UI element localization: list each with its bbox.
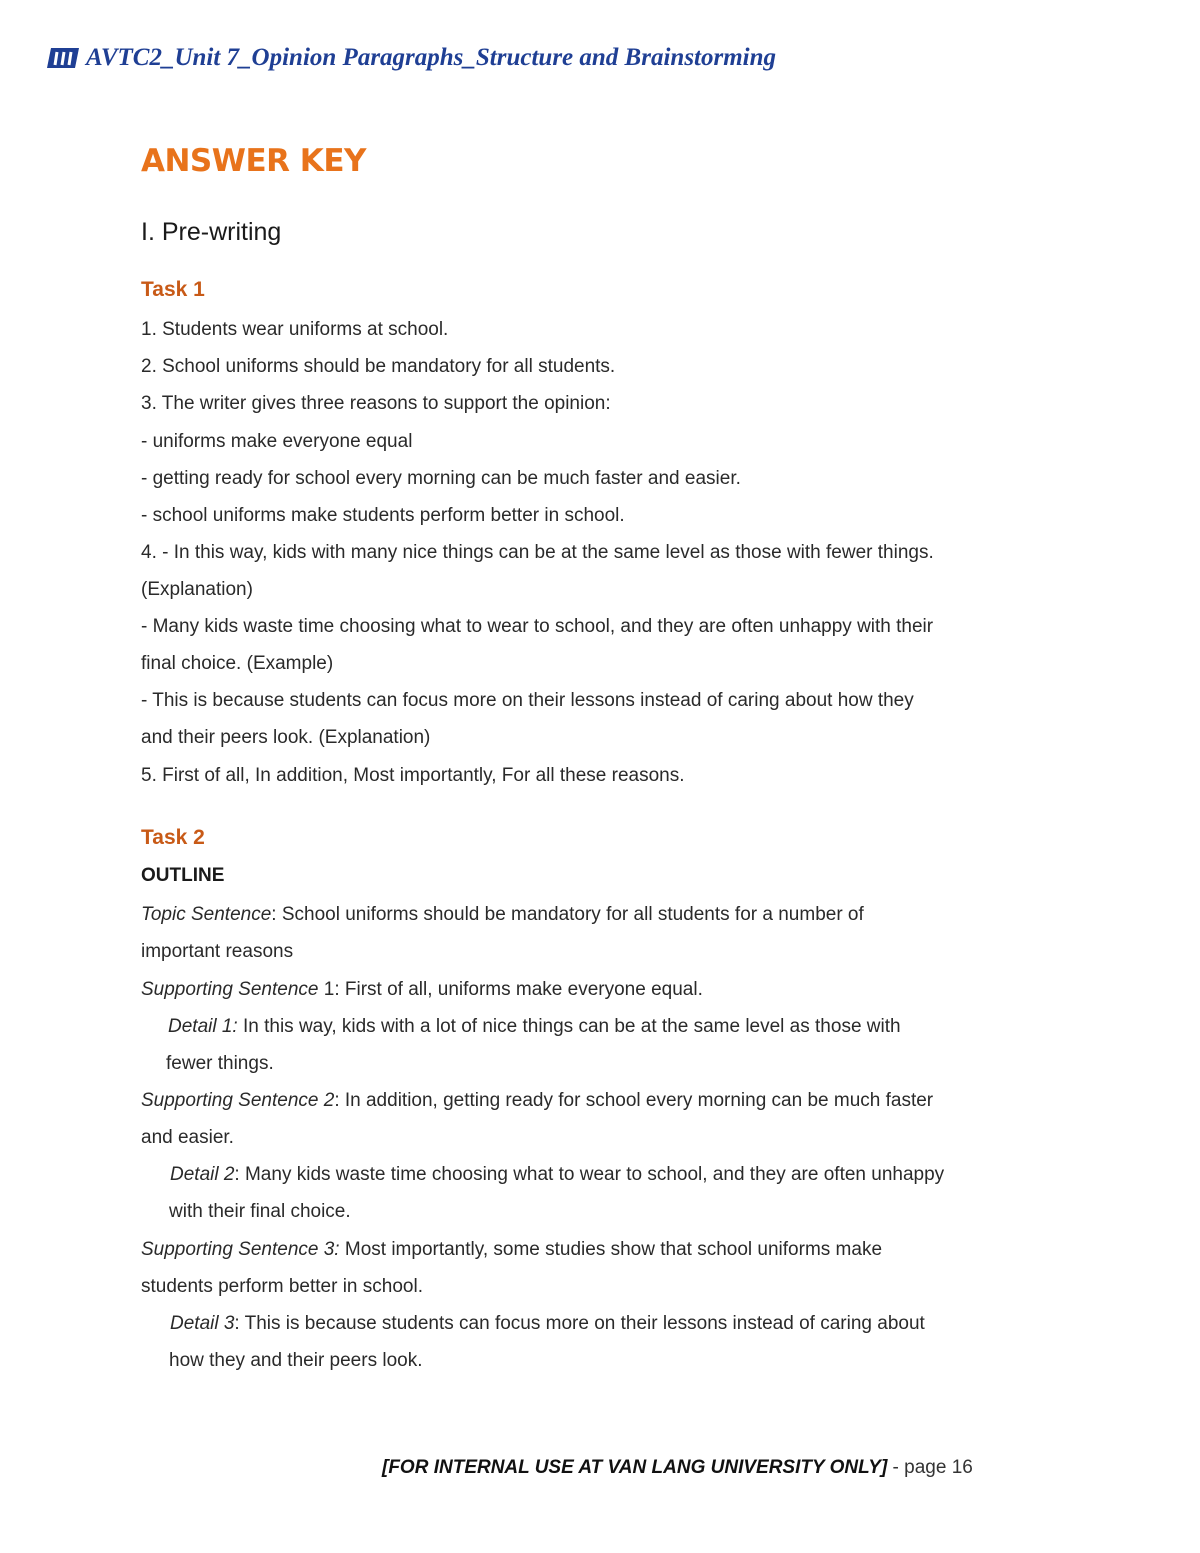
- supporting-sentence-3: [141, 1238, 882, 1262]
- detail-2: [170, 1163, 944, 1187]
- supporting-sentence-3-label: Supporting Sentence 3:: [141, 1239, 340, 1260]
- detail-2-label: Detail 2: [170, 1164, 235, 1185]
- task1-line: 2. School uniforms should be mandatory for all students.: [141, 356, 616, 377]
- task1-label: Task 1: [141, 278, 205, 301]
- supporting-sentence-2-label: Supporting Sentence 2: [141, 1090, 335, 1111]
- task1-line: - getting ready for school every morning can be much faster and easier.: [141, 468, 741, 489]
- topic-sentence: [141, 903, 864, 927]
- detail-1: [168, 1015, 901, 1039]
- detail-3-cont: how they and their peers look.: [169, 1350, 423, 1371]
- detail-2-cont: with their final choice.: [169, 1201, 351, 1222]
- supporting-sentence-2-cont: and easier.: [141, 1127, 234, 1148]
- task1-line: - uniforms make everyone equal: [141, 431, 413, 452]
- task1-line: - school uniforms make students perform better in school.: [141, 505, 625, 526]
- supporting-sentence-2: [141, 1089, 933, 1113]
- detail-3: [170, 1312, 925, 1336]
- detail-2-text: : Many kids waste time choosing what to wear to school, and they are often unhappy: [234, 1164, 945, 1185]
- section-title: I. Pre-writing: [141, 218, 282, 246]
- document-header: [46, 44, 776, 72]
- supporting-sentence-2-text: : In addition, getting ready for school every morning can be much faster: [334, 1090, 934, 1111]
- page-footer: [382, 1457, 973, 1479]
- task2-label: Task 2: [141, 826, 205, 849]
- supporting-sentence-3-text: Most importantly, some studies show that school uniforms make: [339, 1239, 883, 1260]
- detail-1-cont: fewer things.: [166, 1053, 274, 1074]
- task1-line: 3. The writer gives three reasons to support the opinion:: [141, 393, 611, 414]
- vlu-logo-icon: [46, 44, 82, 72]
- outline-label: OUTLINE: [141, 865, 225, 886]
- task1-line: - Many kids waste time choosing what to wear to school, and they are often unhappy with their: [141, 616, 934, 637]
- task1-line: and their peers look. (Explanation): [141, 727, 431, 748]
- task1-line: 4. - In this way, kids with many nice things can be at the same level as those with fewer things.: [141, 542, 934, 563]
- detail-1-label: Detail 1:: [168, 1016, 238, 1037]
- internal-use-notice: [FOR INTERNAL USE AT VAN LANG UNIVERSITY ONLY]: [382, 1457, 888, 1478]
- task1-line: final choice. (Example): [141, 653, 334, 674]
- topic-sentence-text: : School uniforms should be mandatory for all students for a number of: [271, 904, 864, 925]
- header-title: AVTC2_Unit 7_Opinion Paragraphs_Structure and Brainstorming: [86, 44, 777, 71]
- task1-line: 1. Students wear uniforms at school.: [141, 319, 449, 340]
- supporting-sentence-1-label: Supporting Sentence: [141, 979, 319, 1000]
- detail-3-text: : This is because students can focus more on their lessons instead of caring about: [234, 1313, 925, 1334]
- topic-sentence-cont: important reasons: [141, 941, 294, 962]
- supporting-sentence-1-text: 1: First of all, uniforms make everyone equal.: [318, 979, 703, 1000]
- page-number: - page 16: [887, 1457, 973, 1478]
- task1-line: - This is because students can focus more on their lessons instead of caring about how they: [141, 690, 914, 711]
- topic-sentence-label: Topic Sentence: [141, 904, 272, 925]
- task1-line: 5. First of all, In addition, Most importantly, For all these reasons.: [141, 765, 685, 786]
- supporting-sentence-3-cont: students perform better in school.: [141, 1276, 423, 1297]
- supporting-sentence-1: [141, 978, 703, 1002]
- answer-key-heading: ANSWER KEY: [141, 143, 366, 179]
- task1-line: (Explanation): [141, 579, 253, 600]
- detail-3-label: Detail 3: [170, 1313, 235, 1334]
- detail-1-text: In this way, kids with a lot of nice things can be at the same level as those with: [237, 1016, 901, 1037]
